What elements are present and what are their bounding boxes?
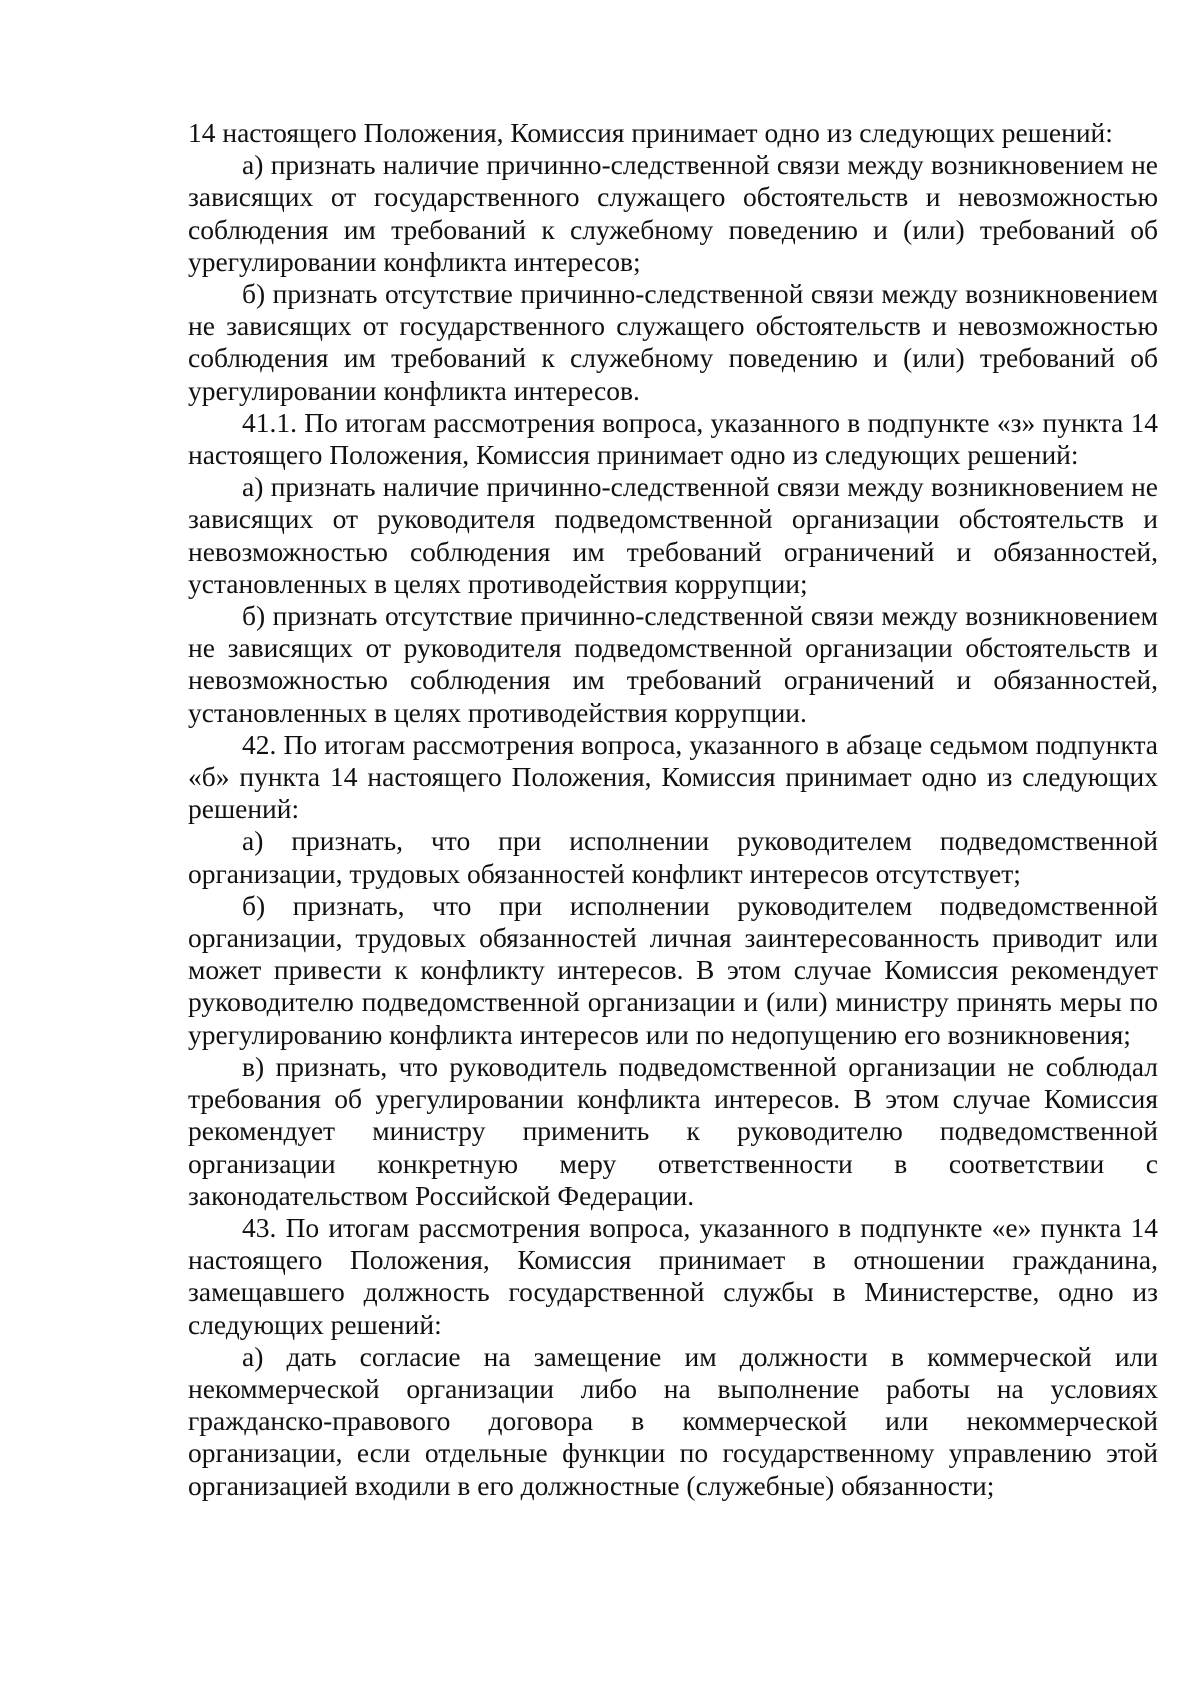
paragraph-40-b: б) признать отсутствие причинно-следственной связи между возникновением не зависящих от государственного служащего обстоятельств и невозможностью соблюдения им требований к служебному поведению и (или) требований об урегулировании конфликта интересов.: [188, 278, 1158, 406]
paragraph-42-a: а) признать, что при исполнении руководителем подведомственной организации, трудовых обязанностей конфликт интересов отсутствует;: [188, 825, 1158, 889]
document-text: [188, 117, 1158, 1502]
paragraph-42-b: б) признать, что при исполнении руководителем подведомственной организации, трудовых обязанностей личная заинтересованность приводит или может привести к конфликту интересов. В этом случае Комиссия рекомендует руководителю подведомственной организации и (или) министру принять меры по урегулированию конфликта интересов или по недопущению его возникновения;: [188, 889, 1158, 1050]
paragraph-41-1-b: б) признать отсутствие причинно-следственной связи между возникновением не зависящих от руководителя подведомственной организации обстоятельств и невозможностью соблюдения им требований ограничений и обязанностей, установленных в целях противодействия коррупции.: [188, 600, 1158, 728]
paragraph-continuation: 14 настоящего Положения, Комиссия принимает одно из следующих решений:: [188, 117, 1113, 148]
paragraph-41-1: 41.1. По итогам рассмотрения вопроса, указанного в подпункте «з» пункта 14 настоящего Положения, Комиссия принимает одно из следующих решений:: [188, 406, 1158, 471]
paragraph-42: 42. По итогам рассмотрения вопроса, указанного в абзаце седьмом подпункта «б» пункта 14 настоящего Положения, Комиссия принимает одно из следующих решений:: [188, 728, 1158, 825]
paragraph-43-a: а) дать согласие на замещение им должности в коммерческой или некоммерческой организации либо на выполнение работы на условиях гражданско-правового договора в коммерческой или некоммерческой организации, если отдельные функции по государственному управлению этой организацией входили в его должностные (служебные) обязанности;: [188, 1340, 1158, 1501]
paragraph-40-a: а) признать наличие причинно-следственной связи между возникновением не зависящих от государственного служащего обстоятельств и невозможностью соблюдения им требований к служебному поведению и (или) требований об урегулировании конфликта интересов;: [188, 149, 1158, 277]
paragraph-42-v: в) признать, что руководитель подведомственной организации не соблюдал требования об урегулировании конфликта интересов. В этом случае Комиссия рекомендует министру применить к руководителю подведомственной организации конкретную меру ответственности в соответствии с законодательством Российской Федерации.: [188, 1050, 1158, 1211]
paragraph-41-1-a: а) признать наличие причинно-следственной связи между возникновением не зависящих от руководителя подведомственной организации обстоятельств и невозможностью соблюдения им требований ограничений и обязанностей, установленных в целях противодействия коррупции;: [188, 471, 1158, 599]
paragraph-43: 43. По итогам рассмотрения вопроса, указанного в подпункте «е» пункта 14 настоящего Положения, Комиссия принимает в отношении гражданина, замещавшего должность государственной службы в Министерстве, одно из следующих решений:: [188, 1211, 1158, 1340]
